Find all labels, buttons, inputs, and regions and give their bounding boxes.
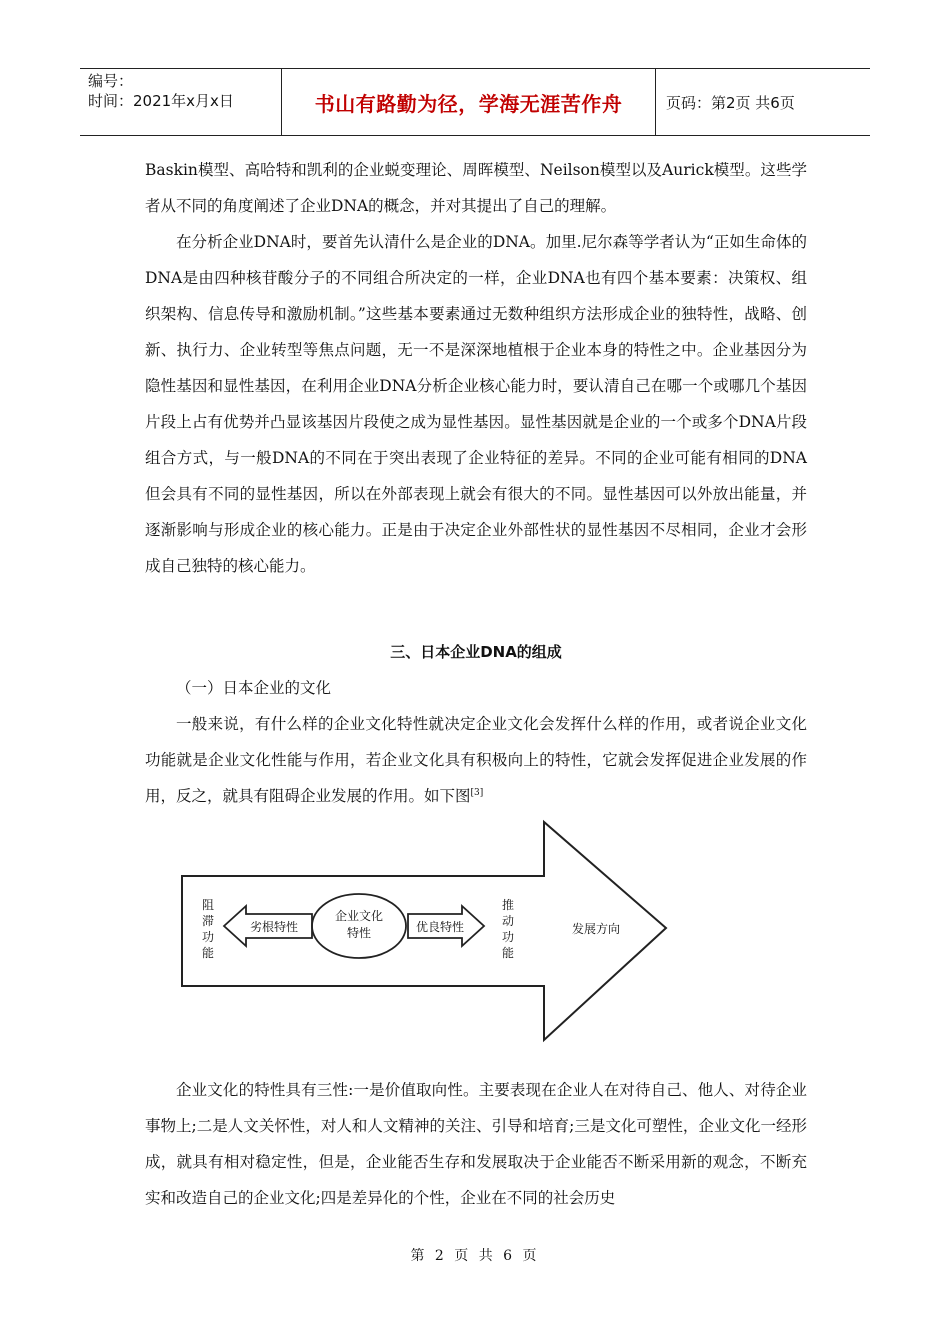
hinder-char-4: 能 bbox=[201, 946, 215, 960]
paragraph-2: 在分析企业DNA时，要首先认清什么是企业的DNA。加里.尼尔森等学者认为“正如生命体的DNA是由四种核苷酸分子的不同组合所决定的一样，企业DNA也有四个基本要素：决策权、组织架构、信息传导和激励机制。”这些基本要素通过无数种组织方法形成企业的独特性，战略、创新、执行力、企业转型等焦点问题，无一不是深深地植根于企业本身的特性之中。企业基因分为隐性基因和显性基因，在利用企业DNA分析企业核心能力时，要认清自己在哪一个或哪几个基因片段上占有优势并凸显该基因片段使之成为显性基因。显性基因就是企业的一个或多个DNA片段组合方式，与一般DNA的不同在于突出表现了企业特征的差异。不同的企业可能有相同的DNA但会具有不同的显性基因，所以在外部表现上就会有很大的不同。显性基因可以外放出能量，并逐渐影响与形成企业的核心能力。正是由于决定企业外部性状的显性基因不尽相同，企业才会形成自己独特的核心能力。 bbox=[145, 233, 807, 575]
paragraph-3 bbox=[145, 706, 807, 814]
body-top bbox=[145, 152, 807, 584]
section-heading: 三、日本企业DNA的组成 bbox=[390, 643, 562, 661]
promote-char-1: 推 bbox=[501, 898, 515, 912]
promote-char-2: 动 bbox=[501, 914, 515, 928]
body-bottom bbox=[145, 1072, 807, 1216]
hinder-function-label bbox=[202, 898, 214, 960]
header-table bbox=[80, 68, 870, 136]
paragraph-4: 企业文化的特性具有三性:一是价值取向性。主要表现在企业人在对待自己、他人、对待企业事物上;二是人文关怀性，对人和人文精神的关注、引导和培育;三是文化可塑性，企业文化一经形成，就具有相对稳定性，但是，企业能否生存和发展取决于企业能否不断采用新的观念，不断充实和改造自己的企业文化;四是差异化的个性，企业在不同的社会历史 bbox=[145, 1081, 807, 1207]
promote-char-4: 能 bbox=[501, 946, 515, 960]
center-line-2: 特性 bbox=[346, 926, 372, 940]
hinder-char-1: 阻 bbox=[201, 898, 215, 912]
header-meta bbox=[80, 69, 282, 135]
promote-char-3: 功 bbox=[501, 930, 515, 944]
culture-diagram bbox=[178, 818, 670, 1046]
paragraph-1: Baskin模型、高哈特和凯利的企业蜕变理论、周晖模型、Neilson模型以及Aurick模型。这些学者从不同的角度阐述了企业DNA的概念，并对其提出了自己的理解。 bbox=[145, 161, 807, 215]
good-traits-label: 优良特性 bbox=[415, 920, 465, 934]
subsection-heading: （一）日本企业的文化 bbox=[176, 679, 332, 697]
center-line-1: 企业文化 bbox=[334, 909, 384, 923]
hinder-char-2: 滞 bbox=[201, 914, 215, 928]
direction-label: 发展方向 bbox=[571, 922, 621, 936]
promote-function-label bbox=[502, 897, 514, 960]
time-label: 时间：2021年x月x日 bbox=[88, 92, 234, 110]
header-motto-cell bbox=[282, 69, 656, 135]
number-label: 编号： bbox=[88, 72, 134, 90]
header-page-info: 页码：第2页 共6页 bbox=[666, 93, 795, 112]
hinder-char-3: 功 bbox=[201, 930, 215, 944]
header-motto: 书山有路勤为径，学海无涯苦作舟 bbox=[314, 91, 623, 116]
paragraph-3-text: 一般来说，有什么样的企业文化特性就决定企业文化会发挥什么样的作用，或者说企业文化功能就是企业文化性能与作用，若企业文化具有积极向上的特性，它就会发挥促进企业发展的作用，反之，就具有阻碍企业发展的作用。如下图 bbox=[145, 715, 807, 805]
citation: [3] bbox=[470, 787, 484, 798]
page-footer: 第 2 页 共 6 页 bbox=[410, 1248, 540, 1264]
body-mid bbox=[145, 706, 807, 814]
bad-traits-label: 劣根特性 bbox=[249, 920, 299, 934]
